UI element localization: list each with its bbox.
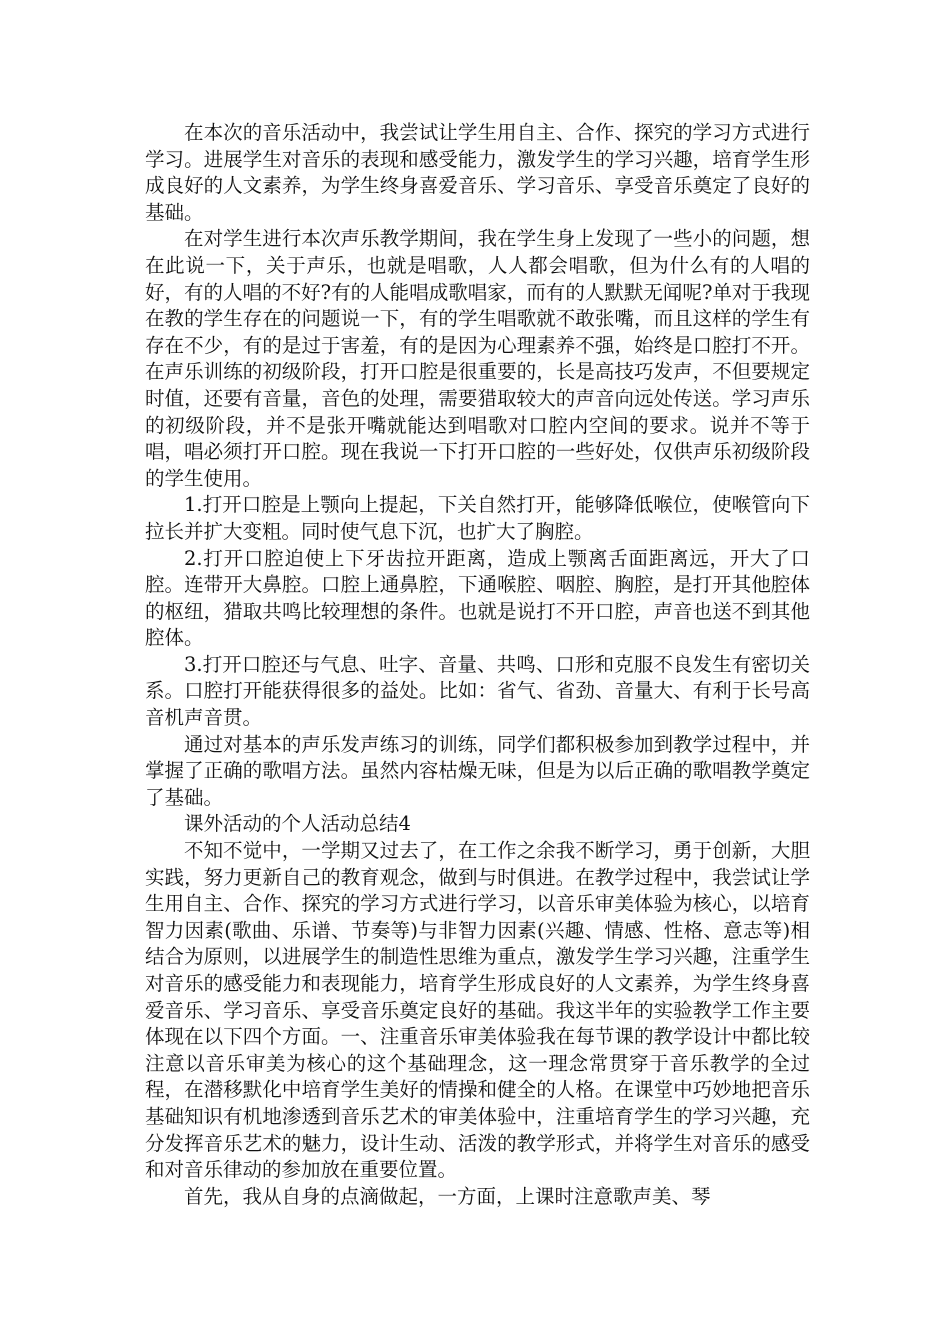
paragraph-first-point: 首先，我从自身的点滴做起，一方面，上课时注意歌声美、琴 [184, 1184, 711, 1208]
document-page [145, 120, 810, 1210]
section-heading: 课外活动的个人活动总结4 [184, 812, 411, 836]
paragraph-point-1: 1.打开口腔是上颚向上提起，下关自然打开，能够降低喉位，使喉管向下拉长并扩大变粗。同时使气息下沉，也扩大了胸腔。 [145, 493, 810, 543]
paragraph-point-3: 3.打开口腔还与气息、吐字、音量、共鸣、口形和克服不良发生有密切关系。口腔打开能获得很多的益处。比如：省气、省劲、音量大、有利于长号高音机声音贯。 [145, 652, 810, 730]
paragraph-vocal-problems: 在对学生进行本次声乐教学期间，我在学生身上发现了一些小的问题，想在此说一下，关于声乐，也就是唱歌，人人都会唱歌，但为什么有的人唱的好，有的人唱的不好?有的人能唱成歌唱家，而有的人默默无闻呢?单对于我现在教的学生存在的问题说一下，有的学生唱歌就不敢张嘴，而且这样的学生有存在不少，有的是过于害羞，有的是因为心理素养不强，始终是口腔打不开。在声乐训练的初级阶段，打开口腔是很重要的，长是高技巧发声，不但要规定时值，还要有音量，音色的处理，需要猎取较大的声音向远处传送。学习声乐的初级阶段，并不是张开嘴就能达到唱歌对口腔内空间的要求。说并不等于唱，唱必须打开口腔。现在我说一下打开口腔的一些好处，仅供声乐初级阶段的学生使用。 [145, 227, 810, 490]
paragraph-point-2: 2.打开口腔迫使上下牙齿拉开距离，造成上颚离舌面距离远，开大了口腔。连带开大鼻腔。口腔上通鼻腔，下通喉腔、咽腔、胸腔，是打开其他腔体的枢纽，猎取共鸣比较理想的条件。也就是说打不开口腔，声音也送不到其他腔体。 [145, 546, 810, 650]
paragraph-semester-summary: 不知不觉中，一学期又过去了，在工作之余我不断学习，勇于创新，大胆实践，努力更新自己的教育观念，做到与时俱进。在教学过程中，我尝试让学生用自主、合作、探究的学习方式进行学习，以音乐审美体验为核心，以培育智力因素(歌曲、乐谱、节奏等)与非智力因素(兴趣、情感、性格、意志等)相结合为原则，以进展学生的制造性思维为重点，激发学生学习兴趣，注重学生对音乐的感受能力和表现能力，培育学生形成良好的人文素养，为学生终身喜爱音乐、学习音乐、享受音乐奠定良好的基础。我这半年的实验教学工作主要体现在以下四个方面。一、注重音乐审美体验我在每节课的教学设计中都比较注意以音乐审美为核心的这个基础理念，这一理念常贯穿于音乐教学的全过程，在潜移默化中培育学生美好的情操和健全的人格。在课堂中巧妙地把音乐基础知识有机地渗透到音乐艺术的审美体验中，注重培育学生的学习兴趣，充分发挥音乐艺术的魅力，设计生动、活泼的教学形式，并将学生对音乐的感受和对音乐律动的参加放在重要位置。 [145, 839, 810, 1182]
paragraph-conclusion: 通过对基本的声乐发声练习的训练，同学们都积极参加到教学过程中，并掌握了正确的歌唱方法。虽然内容枯燥无味，但是为以后正确的歌唱教学奠定了基础。 [145, 732, 810, 809]
paragraph-intro: 在本次的音乐活动中，我尝试让学生用自主、合作、探究的学习方式进行学习。进展学生对音乐的表现和感受能力，激发学生的学习兴趣，培育学生形成良好的人文素养，为学生终身喜爱音乐、学习音乐、享受音乐奠定了良好的基础。 [145, 121, 810, 224]
